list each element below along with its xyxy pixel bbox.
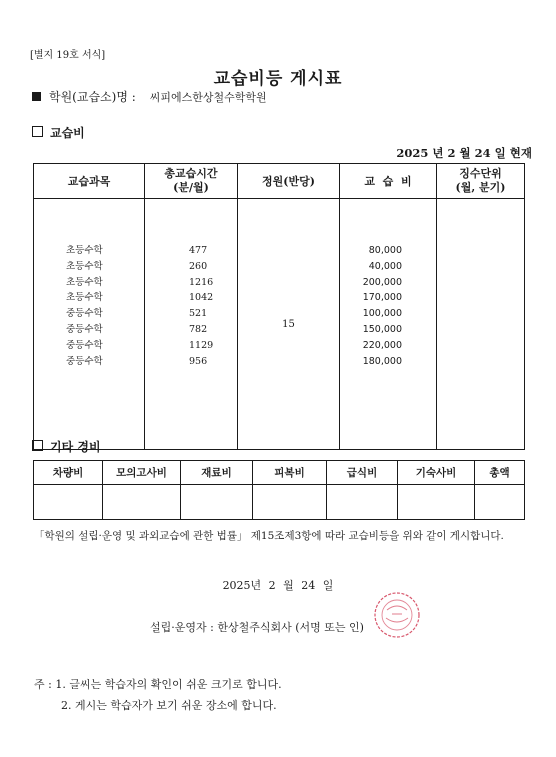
checkbox-square-icon bbox=[32, 440, 43, 451]
fees-section-heading bbox=[32, 124, 85, 141]
list-item: 80,000 bbox=[368, 245, 402, 256]
list-item: 1042 bbox=[189, 292, 214, 304]
list-item: 220,000 bbox=[362, 339, 402, 351]
fees-heading-text: 교습비 bbox=[50, 126, 85, 140]
list-item: 중등수학 bbox=[66, 323, 103, 335]
list-item: 200,000 bbox=[362, 276, 402, 288]
list-item: 1216 bbox=[189, 276, 214, 288]
capacity-cell: 15 bbox=[238, 199, 340, 450]
misc-value-cell bbox=[475, 485, 525, 520]
misc-value-cell bbox=[181, 485, 253, 520]
col-clothing-header: 피복비 bbox=[253, 461, 327, 485]
list-item: 중등수학 bbox=[66, 308, 103, 320]
misc-value-cell bbox=[34, 485, 103, 520]
col-unit-header: 징수단위 (월, 분기) bbox=[437, 164, 525, 199]
col-hours-header: 총교습시간 (분/월) bbox=[145, 164, 238, 199]
list-item: 180,000 bbox=[362, 355, 402, 367]
col-mock-exam-header: 모의고사비 bbox=[103, 461, 181, 485]
fee-cell bbox=[340, 199, 437, 450]
unit-cell bbox=[437, 199, 525, 450]
list-item: 170,000 bbox=[362, 292, 402, 304]
misc-value-cell bbox=[327, 485, 398, 520]
col-vehicle-header: 차량비 bbox=[34, 461, 103, 485]
list-item: 중등수학 bbox=[66, 339, 103, 351]
list-item: 40,000 bbox=[368, 260, 402, 272]
seal-stamp-icon bbox=[372, 590, 422, 640]
list-item: 초등수학 bbox=[66, 276, 103, 288]
academy-name: 씨피에스한상철수학학원 bbox=[149, 91, 267, 104]
misc-value-cell bbox=[398, 485, 475, 520]
filled-square-icon bbox=[32, 92, 41, 101]
academy-label: 학원(교습소)명 : bbox=[49, 90, 136, 104]
checkbox-square-icon bbox=[32, 126, 43, 137]
subject-cell bbox=[34, 199, 145, 450]
list-item: 260 bbox=[189, 260, 208, 272]
list-item: 100,000 bbox=[362, 308, 402, 320]
col-materials-header: 재료비 bbox=[181, 461, 253, 485]
legal-statement: 「학원의 설립·운영 및 과외교습에 관한 법률」 제15조제3항에 따라 교습비등을 위와 같이 게시합니다. bbox=[34, 530, 504, 542]
note-1: 주 : 1. 글씨는 학습자의 확인이 쉬운 크기로 합니다. bbox=[34, 678, 282, 691]
fees-table bbox=[33, 163, 525, 450]
list-item: 초등수학 bbox=[66, 245, 103, 256]
form-number: [별지 19호 서식] bbox=[30, 50, 106, 61]
list-item: 초등수학 bbox=[66, 260, 103, 272]
list-item: 1129 bbox=[189, 339, 214, 351]
as-of-date: 2025 년 2 월 24 일 현재 bbox=[396, 146, 532, 160]
col-dormitory-header: 기숙사비 bbox=[398, 461, 475, 485]
misc-value-cell bbox=[253, 485, 327, 520]
page-title: 교습비등 게시표 bbox=[213, 69, 343, 89]
list-item: 150,000 bbox=[362, 323, 402, 335]
misc-value-cell bbox=[103, 485, 181, 520]
list-item: 중등수학 bbox=[66, 355, 103, 367]
hours-cell bbox=[145, 199, 238, 450]
misc-heading-text: 기타 경비 bbox=[50, 440, 101, 454]
list-item: 956 bbox=[189, 355, 208, 367]
col-capacity-header: 정원(반당) bbox=[238, 164, 340, 199]
list-item: 초등수학 bbox=[66, 292, 103, 304]
misc-section-heading bbox=[32, 438, 101, 455]
misc-fees-table bbox=[33, 460, 525, 520]
list-item: 521 bbox=[189, 308, 208, 320]
col-total-header: 총액 bbox=[475, 461, 525, 485]
signature-date: 2025년 2 월 24 일 bbox=[222, 579, 334, 592]
col-subject-header: 교습과목 bbox=[34, 164, 145, 199]
note-2: 2. 게시는 학습자가 보기 쉬운 장소에 합니다. bbox=[61, 699, 277, 712]
list-item: 782 bbox=[189, 323, 208, 335]
col-meals-header: 급식비 bbox=[327, 461, 398, 485]
col-fee-header: 교 습 비 bbox=[340, 164, 437, 199]
operator-line: 설립·운영자 : 한상철주식회사 (서명 또는 인) bbox=[150, 621, 364, 634]
list-item: 477 bbox=[189, 245, 208, 256]
academy-line bbox=[32, 88, 267, 105]
